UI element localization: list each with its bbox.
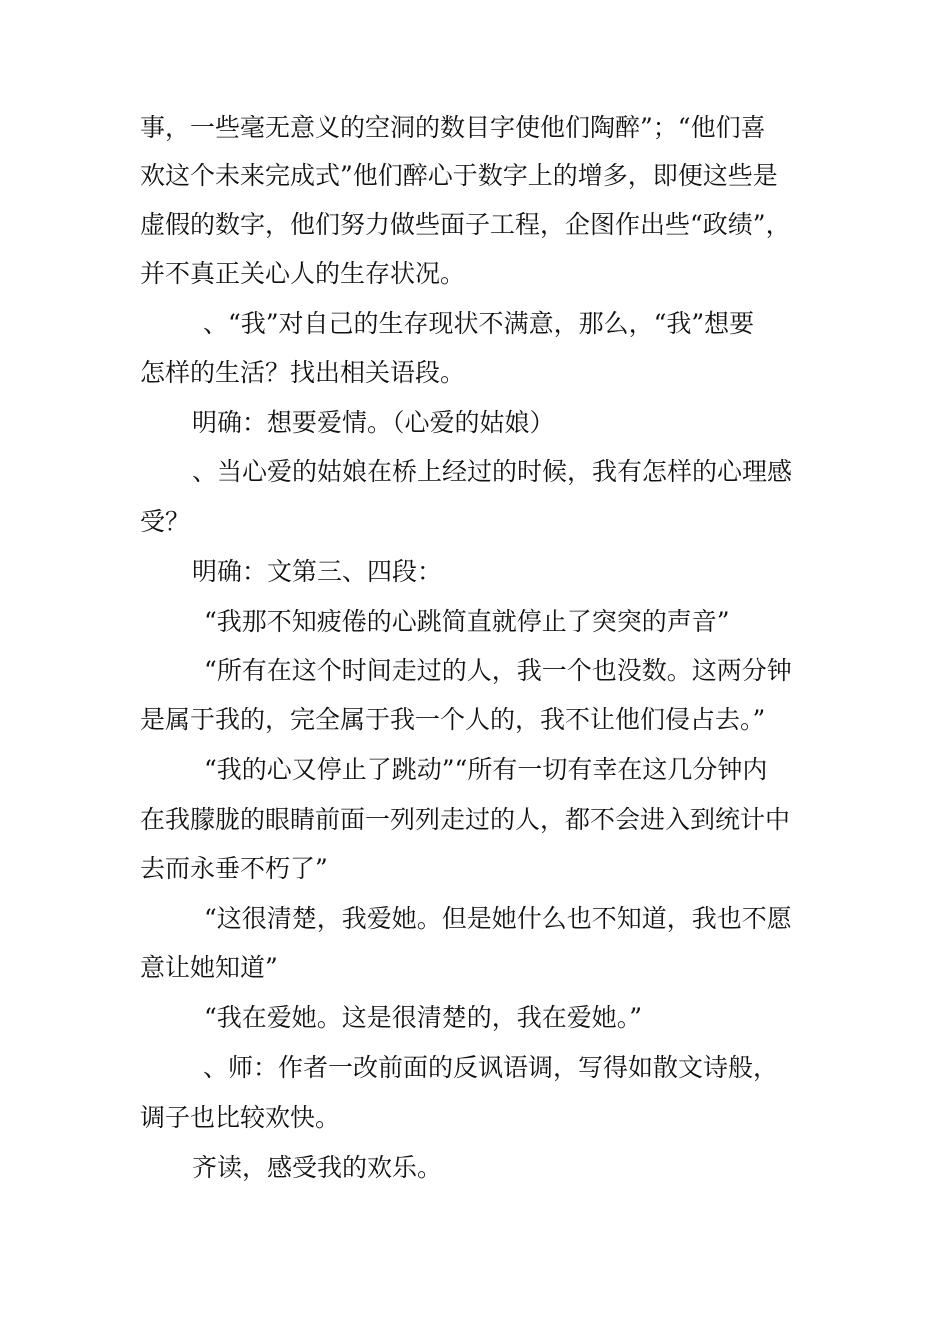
text-line: 欢这个未来完成式”他们醉心于数字上的增多，即便这些是	[140, 161, 778, 190]
quote-line: 在我朦胧的眼睛前面一列列走过的人，都不会进入到统计中	[140, 805, 791, 834]
quote-line: “这很清楚，我爱她。但是她什么也不知道，我也不愿	[204, 904, 792, 933]
text-line: 怎样的生活？找出相关语段。	[140, 358, 466, 387]
text-line: 事，一些毫无意义的空洞的数目字使他们陶醉”；“他们喜	[140, 113, 766, 142]
text-line: 、师：作者一改前面的反讽语调，写得如散文诗般，	[203, 1053, 779, 1082]
text-line: 明确：想要爱情。（心爱的姑娘）	[192, 408, 555, 437]
text-line: 、当心爱的姑娘在桥上经过的时候，我有怎样的心理感	[192, 457, 793, 486]
text-line: 并不真正关心人的生存状况。	[140, 259, 466, 288]
text-line: 明确：文第三、四段：	[192, 557, 443, 586]
quote-line: “我的心又停止了跳动”“所有一切有幸在这几分钟内	[204, 755, 768, 784]
text-line: 受？	[140, 507, 191, 536]
quote-line: “所有在这个时间走过的人，我一个也没数。这两分钟	[204, 656, 792, 685]
quote-line: 是属于我的，完全属于我一个人的，我不让他们侵占去。”	[140, 705, 766, 734]
quote-line: 去而永垂不朽了”	[140, 854, 328, 883]
quote-line: 意让她知道”	[140, 953, 278, 982]
quote-line: “我在爱她。这是很清楚的，我在爱她。”	[204, 1003, 643, 1032]
text-line: 齐读，感受我的欢乐。	[192, 1153, 443, 1182]
text-line: 调子也比较欢快。	[140, 1103, 341, 1132]
quote-line: “我那不知疲倦的心跳简直就停止了突突的声音”	[204, 607, 730, 636]
text-line: 虚假的数字，他们努力做些面子工程，企图作出些“政绩”，	[140, 210, 791, 239]
text-line: 、“我”对自己的生存现状不满意，那么，“我”想要	[203, 309, 755, 338]
